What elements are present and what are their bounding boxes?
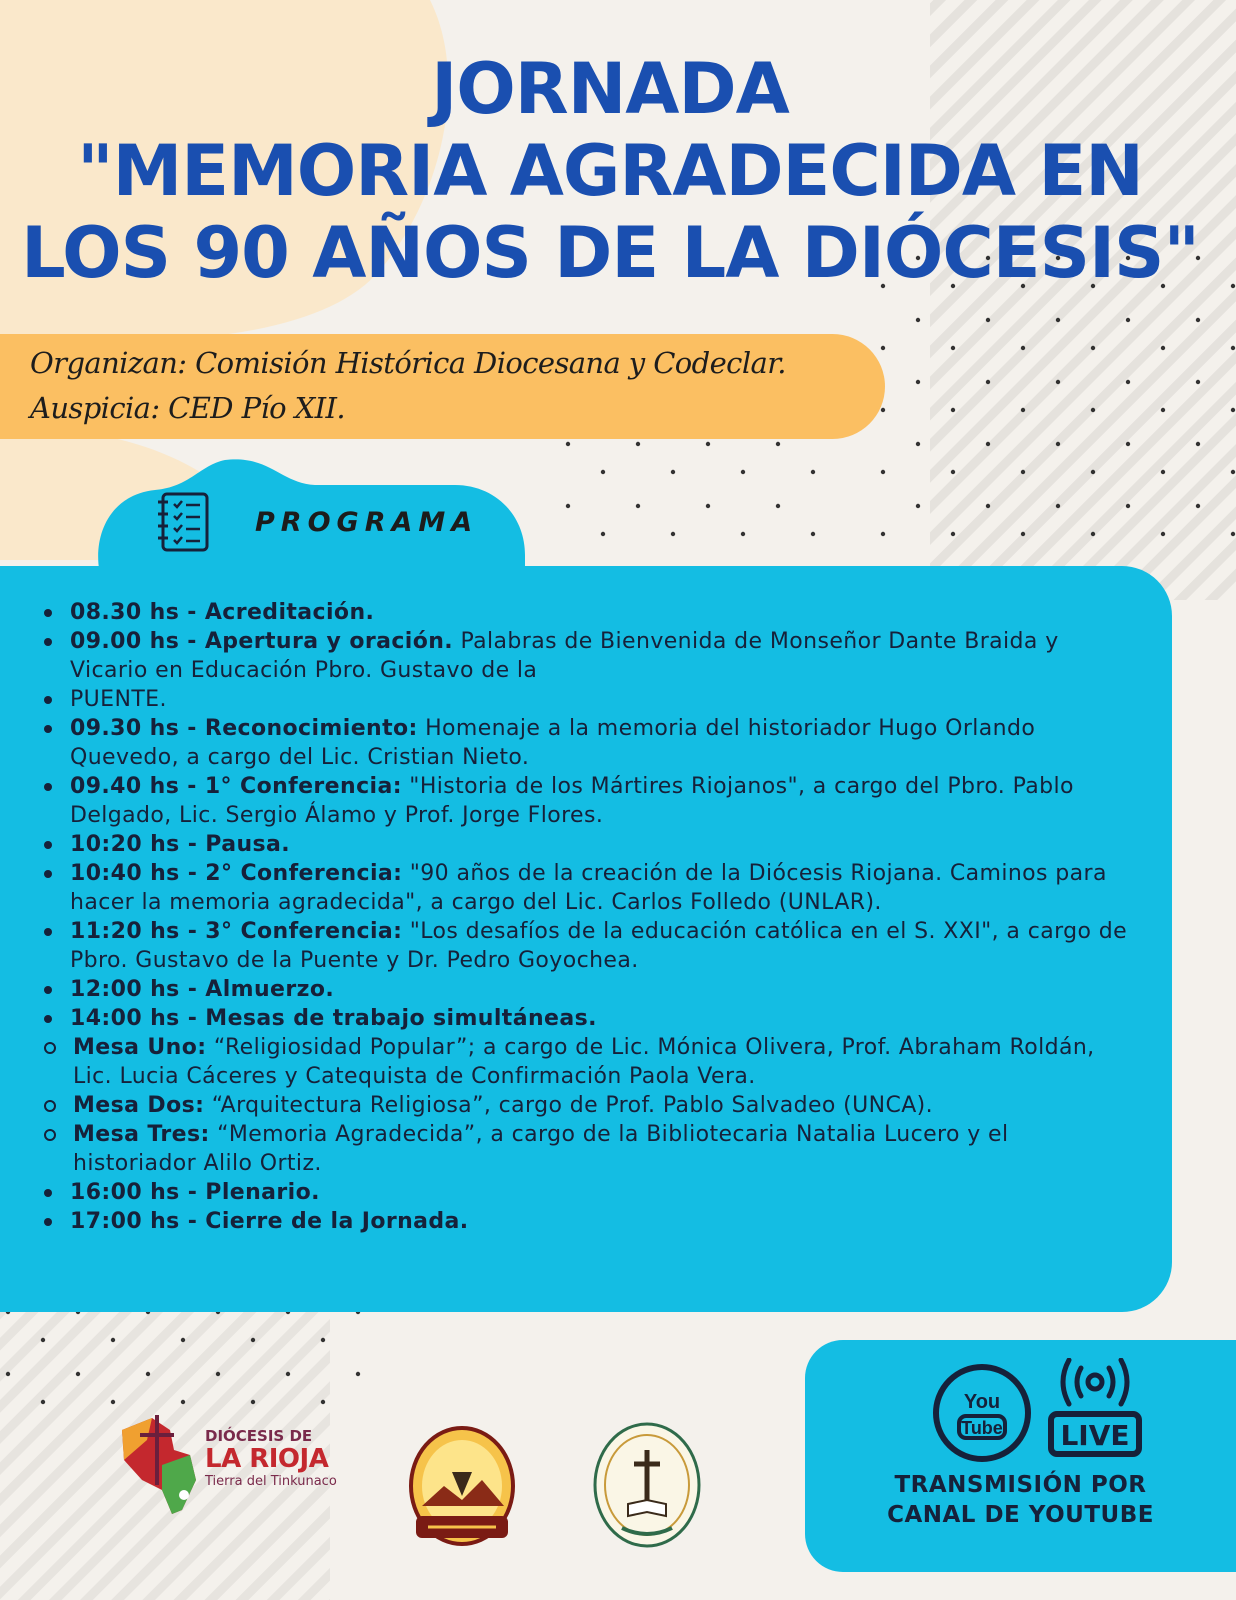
mesa-item (44, 1120, 1134, 1178)
program-item-time: 09.40 hs - 1° Conferencia: (70, 774, 402, 799)
program-item-time: 16:00 hs - Plenario. (70, 1180, 320, 1205)
program-item (44, 1004, 1134, 1033)
title-line-1: JORNADA (431, 48, 789, 130)
diocesis-logo-line-3: Tierra del Tinkunaco (205, 1474, 337, 1489)
mesa-item-name: Mesa Uno: (73, 1035, 207, 1060)
program-item (44, 1207, 1134, 1236)
program-item-text: Palabras de Bienvenida de Monseñor Dante Braida y Vicario en Educación Pbro. Gustavo de la (70, 629, 1059, 683)
diocesis-logo-line-1: DIÓCESIS DE (205, 1427, 313, 1445)
organizers-banner (0, 334, 885, 439)
program-item-text: "Los desafíos de la educación católica en el S. XXI", a cargo de Pbro. Gustavo de la Puente y Dr. Pedro Goyochea. (70, 919, 1128, 973)
program-item-time: 10:20 hs - Pausa. (70, 832, 291, 857)
organizers-text: Organizan: Comisión Histórica Diocesana y Codeclar. (30, 346, 786, 380)
program-item (44, 917, 1134, 975)
sponsor-text: Auspicia: CED Pío XII. (30, 391, 346, 425)
program-list (44, 598, 1134, 1236)
program-item-time: 09.30 hs - Reconocimiento: (70, 716, 418, 741)
youtube-icon-text-bottom: Tube (961, 1418, 1003, 1438)
program-item-time: 11:20 hs - 3° Conferencia: (70, 919, 403, 944)
program-item-time: 14:00 hs - Mesas de trabajo simultáneas. (70, 1006, 597, 1031)
youtube-icon[interactable] (931, 1362, 1033, 1464)
program-item-text: "90 años de la creación de la Diócesis Riojana. Caminos para hacer la memoria agradecida", a cargo del Lic. Carlos Folledo (UNLAR). (70, 861, 1107, 915)
program-item (44, 975, 1134, 1004)
program-item (44, 598, 1134, 627)
diocesis-la-rioja-logo (112, 1410, 204, 1514)
program-item (44, 830, 1134, 859)
diocesis-logo-line-2: LA RIOJA (205, 1444, 329, 1474)
stream-text (805, 1470, 1236, 1530)
mesa-item-text: “Religiosidad Popular”; a cargo de Lic. Mónica Olivera, Prof. Abraham Roldán, Lic. Lucia Cáceres y Catequista de Confirmación Paola Vera. (73, 1035, 1095, 1089)
program-item (44, 1178, 1134, 1207)
program-item-text: Homenaje a la memoria del historiador Hugo Orlando Quevedo, a cargo del Lic. Cristian Nieto. (70, 716, 1036, 770)
codeclar-logo (408, 1424, 516, 1548)
live-icon (1047, 1358, 1143, 1460)
program-item-text: PUENTE. (70, 687, 167, 712)
live-label: LIVE (1060, 1419, 1130, 1452)
program-item (44, 627, 1134, 685)
program-item (44, 772, 1134, 830)
mesa-item (44, 1091, 1134, 1120)
program-item-time: 17:00 hs - Cierre de la Jornada. (70, 1209, 469, 1234)
program-item (44, 859, 1134, 917)
mesa-item-text: “Memoria Agradecida”, a cargo de la Bibliotecaria Natalia Lucero y el historiador Alilo Ortiz. (73, 1122, 1009, 1176)
stream-text-line-2: CANAL DE YOUTUBE (887, 1502, 1154, 1528)
checklist-icon (154, 488, 214, 554)
page-title (0, 48, 1220, 294)
title-line-2: "MEMORIA AGRADECIDA EN (77, 130, 1143, 212)
ced-pio-xii-logo (592, 1420, 702, 1550)
mesa-item-text: “Arquitectura Religiosa”, cargo de Prof. Pablo Salvadeo (UNCA). (204, 1093, 934, 1118)
program-panel (0, 566, 1172, 1312)
program-item-text: "Historia de los Mártires Riojanos", a cargo del Pbro. Pablo Delgado, Lic. Sergio Álamo y Prof. Jorge Flores. (70, 774, 1074, 828)
mesa-item (44, 1033, 1134, 1091)
title-line-3: LOS 90 AÑOS DE LA DIÓCESIS" (21, 212, 1199, 294)
program-item-time: 09.00 hs - Apertura y oración. (70, 629, 454, 654)
mesa-item-name: Mesa Tres: (73, 1122, 210, 1147)
program-heading: PROGRAMA (255, 507, 479, 538)
program-item-time: 10:40 hs - 2° Conferencia: (70, 861, 403, 886)
youtube-icon-text-top: You (963, 1391, 1001, 1413)
mesa-item-name: Mesa Dos: (73, 1093, 205, 1118)
program-item-time: 12:00 hs - Almuerzo. (70, 977, 335, 1002)
program-item-time: 08.30 hs - Acreditación. (70, 600, 375, 625)
stream-text-line-1: TRANSMISIÓN POR (894, 1472, 1147, 1498)
program-item (44, 714, 1134, 772)
program-item (44, 685, 1134, 714)
stream-box (805, 1340, 1236, 1572)
